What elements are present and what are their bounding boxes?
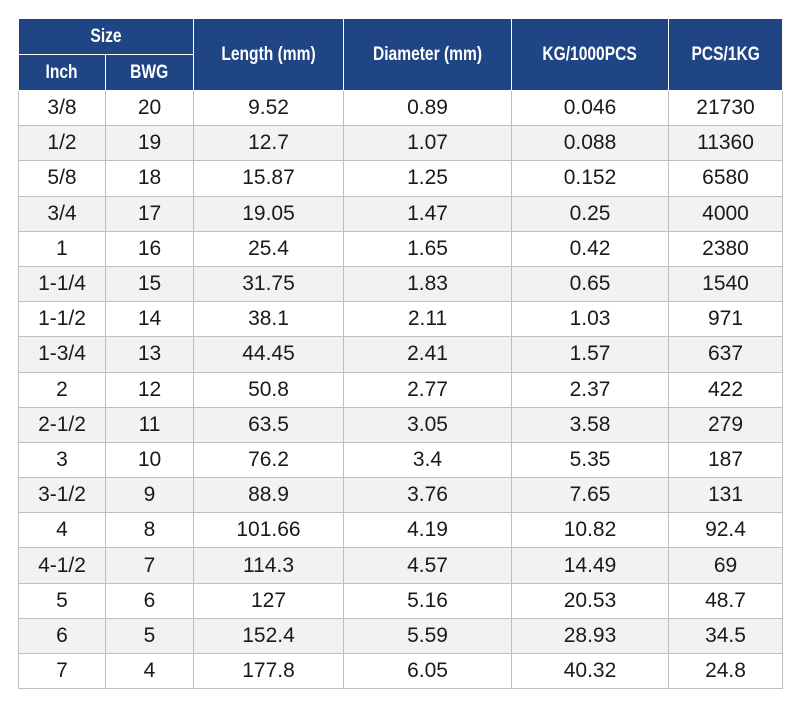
cell-bwg: 19: [106, 126, 194, 161]
table-row: [19, 372, 783, 407]
cell-inch: 1-1/4: [19, 266, 106, 301]
cell-length: 9.52: [194, 91, 344, 126]
cell-kg-per-1000pcs: 5.35: [512, 442, 669, 477]
cell-pcs-per-kg: 24.8: [669, 654, 783, 689]
cell-diameter: 1.07: [344, 126, 512, 161]
cell-inch: 3-1/2: [19, 478, 106, 513]
table-row: [19, 654, 783, 689]
cell-inch: 4-1/2: [19, 548, 106, 583]
cell-pcs-per-kg: 1540: [669, 266, 783, 301]
cell-length: 114.3: [194, 548, 344, 583]
cell-inch: 5/8: [19, 161, 106, 196]
cell-bwg: 10: [106, 442, 194, 477]
cell-kg-per-1000pcs: 1.57: [512, 337, 669, 372]
table-row: [19, 266, 783, 301]
cell-diameter: 3.05: [344, 407, 512, 442]
table-row: [19, 231, 783, 266]
cell-kg-per-1000pcs: 3.58: [512, 407, 669, 442]
cell-pcs-per-kg: 637: [669, 337, 783, 372]
cell-diameter: 4.19: [344, 513, 512, 548]
nail-spec-table: [18, 18, 783, 689]
cell-length: 76.2: [194, 442, 344, 477]
cell-bwg: 18: [106, 161, 194, 196]
cell-length: 177.8: [194, 654, 344, 689]
cell-bwg: 17: [106, 196, 194, 231]
cell-pcs-per-kg: 69: [669, 548, 783, 583]
cell-kg-per-1000pcs: 1.03: [512, 302, 669, 337]
cell-length: 101.66: [194, 513, 344, 548]
cell-diameter: 5.59: [344, 618, 512, 653]
cell-kg-per-1000pcs: 28.93: [512, 618, 669, 653]
cell-inch: 4: [19, 513, 106, 548]
table-row: [19, 126, 783, 161]
cell-bwg: 4: [106, 654, 194, 689]
cell-diameter: 4.57: [344, 548, 512, 583]
cell-length: 25.4: [194, 231, 344, 266]
table-row: [19, 302, 783, 337]
cell-inch: 7: [19, 654, 106, 689]
header-pcs-per-kg: PCS/1KG: [669, 19, 783, 91]
header-bwg: BWG: [106, 55, 194, 91]
cell-bwg: 8: [106, 513, 194, 548]
cell-pcs-per-kg: 971: [669, 302, 783, 337]
cell-pcs-per-kg: 422: [669, 372, 783, 407]
cell-kg-per-1000pcs: 7.65: [512, 478, 669, 513]
header-row-top: [19, 19, 783, 55]
header-size: Size: [19, 19, 194, 55]
cell-length: 31.75: [194, 266, 344, 301]
cell-diameter: 2.77: [344, 372, 512, 407]
cell-bwg: 6: [106, 583, 194, 618]
cell-inch: 3: [19, 442, 106, 477]
cell-length: 19.05: [194, 196, 344, 231]
cell-length: 15.87: [194, 161, 344, 196]
table-row: [19, 583, 783, 618]
cell-bwg: 12: [106, 372, 194, 407]
cell-bwg: 11: [106, 407, 194, 442]
header-kg-per-1000pcs: KG/1000PCS: [512, 19, 669, 91]
cell-pcs-per-kg: 2380: [669, 231, 783, 266]
cell-length: 50.8: [194, 372, 344, 407]
cell-diameter: 0.89: [344, 91, 512, 126]
table-row: [19, 161, 783, 196]
cell-bwg: 5: [106, 618, 194, 653]
cell-kg-per-1000pcs: 0.42: [512, 231, 669, 266]
cell-pcs-per-kg: 21730: [669, 91, 783, 126]
cell-diameter: 6.05: [344, 654, 512, 689]
table-row: [19, 548, 783, 583]
cell-diameter: 2.11: [344, 302, 512, 337]
cell-diameter: 5.16: [344, 583, 512, 618]
cell-bwg: 15: [106, 266, 194, 301]
header-inch: Inch: [19, 55, 106, 91]
cell-pcs-per-kg: 131: [669, 478, 783, 513]
cell-diameter: 1.25: [344, 161, 512, 196]
cell-inch: 5: [19, 583, 106, 618]
cell-bwg: 13: [106, 337, 194, 372]
table-body: [19, 91, 783, 689]
table-row: [19, 442, 783, 477]
cell-length: 127: [194, 583, 344, 618]
cell-kg-per-1000pcs: 40.32: [512, 654, 669, 689]
cell-pcs-per-kg: 187: [669, 442, 783, 477]
table-row: [19, 91, 783, 126]
cell-kg-per-1000pcs: 20.53: [512, 583, 669, 618]
cell-pcs-per-kg: 6580: [669, 161, 783, 196]
table-row: [19, 337, 783, 372]
cell-pcs-per-kg: 92.4: [669, 513, 783, 548]
cell-kg-per-1000pcs: 0.088: [512, 126, 669, 161]
cell-bwg: 9: [106, 478, 194, 513]
cell-inch: 1: [19, 231, 106, 266]
cell-diameter: 1.47: [344, 196, 512, 231]
cell-kg-per-1000pcs: 0.152: [512, 161, 669, 196]
cell-length: 44.45: [194, 337, 344, 372]
cell-pcs-per-kg: 34.5: [669, 618, 783, 653]
cell-length: 152.4: [194, 618, 344, 653]
cell-diameter: 3.76: [344, 478, 512, 513]
cell-bwg: 14: [106, 302, 194, 337]
cell-diameter: 3.4: [344, 442, 512, 477]
header-length: Length (mm): [194, 19, 344, 91]
cell-inch: 1-3/4: [19, 337, 106, 372]
cell-inch: 2: [19, 372, 106, 407]
cell-kg-per-1000pcs: 0.65: [512, 266, 669, 301]
cell-bwg: 20: [106, 91, 194, 126]
cell-kg-per-1000pcs: 10.82: [512, 513, 669, 548]
cell-inch: 6: [19, 618, 106, 653]
table-row: [19, 618, 783, 653]
cell-length: 63.5: [194, 407, 344, 442]
cell-length: 12.7: [194, 126, 344, 161]
cell-kg-per-1000pcs: 0.25: [512, 196, 669, 231]
cell-inch: 3/8: [19, 91, 106, 126]
table-row: [19, 478, 783, 513]
cell-diameter: 2.41: [344, 337, 512, 372]
cell-diameter: 1.65: [344, 231, 512, 266]
cell-kg-per-1000pcs: 2.37: [512, 372, 669, 407]
cell-length: 38.1: [194, 302, 344, 337]
cell-length: 88.9: [194, 478, 344, 513]
cell-pcs-per-kg: 48.7: [669, 583, 783, 618]
cell-bwg: 7: [106, 548, 194, 583]
cell-inch: 3/4: [19, 196, 106, 231]
cell-diameter: 1.83: [344, 266, 512, 301]
cell-inch: 1/2: [19, 126, 106, 161]
cell-inch: 2-1/2: [19, 407, 106, 442]
cell-pcs-per-kg: 4000: [669, 196, 783, 231]
cell-bwg: 16: [106, 231, 194, 266]
cell-kg-per-1000pcs: 0.046: [512, 91, 669, 126]
table-row: [19, 407, 783, 442]
cell-pcs-per-kg: 279: [669, 407, 783, 442]
header-diameter: Diameter (mm): [344, 19, 512, 91]
table-row: [19, 196, 783, 231]
cell-inch: 1-1/2: [19, 302, 106, 337]
cell-kg-per-1000pcs: 14.49: [512, 548, 669, 583]
cell-pcs-per-kg: 11360: [669, 126, 783, 161]
table-row: [19, 513, 783, 548]
